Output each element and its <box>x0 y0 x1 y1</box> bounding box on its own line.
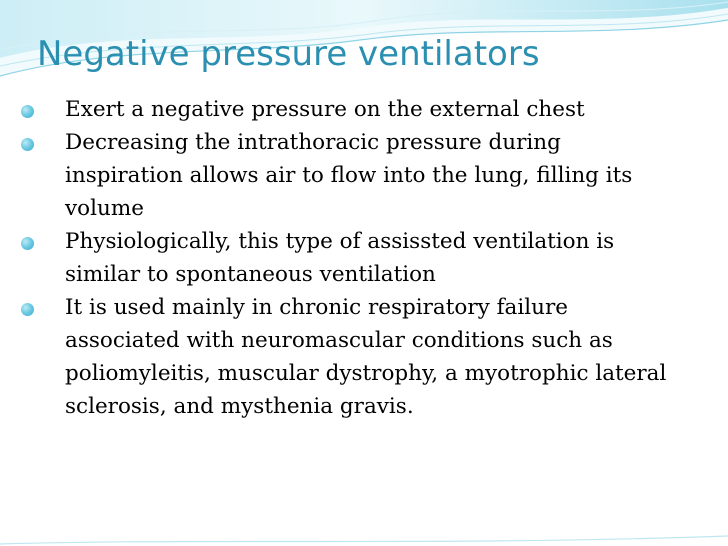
bullet-item <box>20 291 685 423</box>
bullet-dot-icon <box>21 138 34 151</box>
bullet-item <box>20 93 685 126</box>
bullet-dot-icon <box>21 237 34 250</box>
bullet-list <box>20 93 685 423</box>
bullet-text: Decreasing the intrathoracic pressure during inspiration allows air to flow into the lung, filling its volume <box>65 130 633 221</box>
bullet-text: Physiologically, this type of assissted ventilation is similar to spontaneous ventilation <box>65 229 615 287</box>
bullet-text: It is used mainly in chronic respiratory failure associated with neuromascular conditions such as poliomyleitis, muscular dystrophy, a myotrophic lateral sclerosis, and mysthenia gravis. <box>65 295 667 419</box>
bullet-text: Exert a negative pressure on the external chest <box>65 97 585 122</box>
bullet-item <box>20 126 685 225</box>
bullet-dot-icon <box>21 303 34 316</box>
bullet-item <box>20 225 685 291</box>
bottom-wave <box>0 536 728 544</box>
decorative-bottom-line <box>0 534 728 546</box>
slide-title: Negative pressure ventilators <box>37 34 540 74</box>
bullet-dot-icon <box>21 105 34 118</box>
